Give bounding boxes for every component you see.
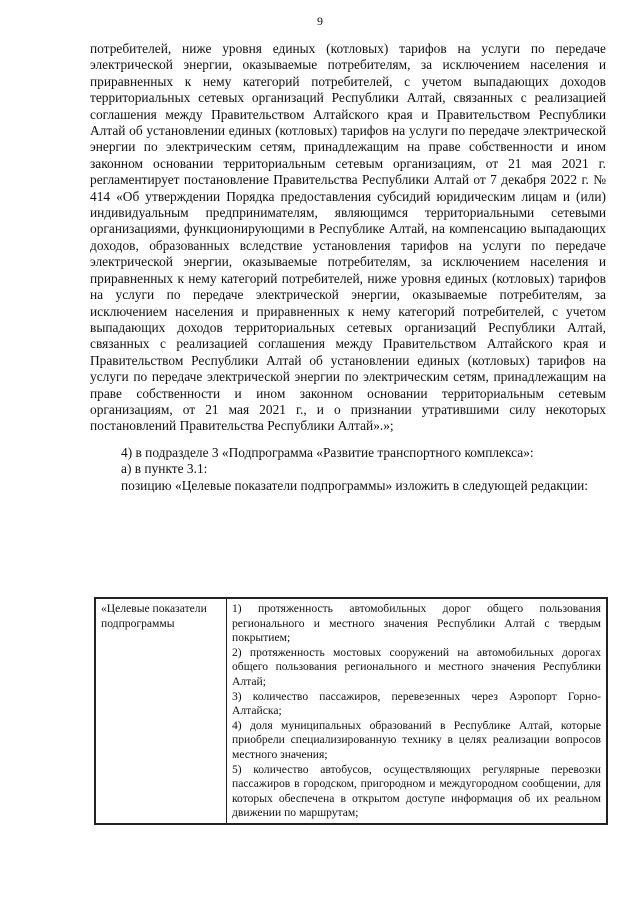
position-text: позицию «Целевые показатели подпрограммы» изложить в следующей редакции: (121, 477, 589, 493)
target-item-2: 2) протяженность мостовых сооружений на автомобильных дорогах общего пользования регионального и местного значения Республики Алтай; (232, 645, 601, 688)
item-4-text: 4) в подразделе 3 «Подпрограмма «Развитие транспортного комплекса»: (121, 444, 534, 460)
table-row (96, 599, 607, 824)
page-number: 9 (317, 14, 323, 28)
target-item-1: 1) протяженность автомобильных дорог общего пользования регионального и местного значения Республики Алтай с твердым покрытием; (232, 602, 601, 645)
table-right-cell (227, 599, 607, 824)
target-item-3: 3) количество пассажиров, перевезенных через Аэропорт Горно-Алтайска; (232, 689, 601, 718)
targets-table (95, 598, 607, 824)
table-left-cell (96, 599, 227, 824)
document-body (90, 41, 606, 494)
item-a-text: а) в пункте 3.1: (121, 461, 208, 477)
target-item-4: 4) доля муниципальных образований в Республике Алтай, которые приобрели специализированную технику в целях реализации вопросов местного значения; (232, 718, 601, 761)
target-item-5: 5) количество автобусов, осуществляющих регулярные перевозки пассажиров в городском, пригородном и междугородном сообщении, для которых обеспечена в открытом доступе информация об их реальном движении по маршрутам; (232, 762, 601, 820)
main-paragraph: потребителей, ниже уровня единых (котловых) тарифов на услуги по передаче электрической энергии, оказываемые потребителям, за исключением населения и приравненных к нему категорий потребителей, с учетом выпадающих доходов территориальных сетевых организаций Республики Алтай, связанных с реализацией соглашения между Правительством Алтайского края и Правительством Республики Алтай об установлении единых (котловых) тарифов на услуги по передаче электрической энергии по электрическим сетям, принадлежащим на праве собственности и ином законном основании территориальным сетевым организациям, от 21 мая 2021 г. регламентирует постановление Правительства Республики Алтай от 7 декабря 2022 г. № 414 «Об утверждении Порядка предоставления субсидий юридическим лицам и (или) индивидуальным предпринимателям, являющимся территориальными сетевыми организациями, функционирующими в Республике Алтай, на компенсацию выпадающих доходов, образованных вследствие установления тарифов на услуги по передаче электрической энергии, оказываемые потребителям, за исключением населения и приравненных к нему категорий потребителей, ниже уровня единых (котловых) тарифов на услуги по передаче электрической энергии, оказываемые потребителям, за исключением населения и приравненных к нему категорий потребителей, с учетом выпадающих доходов территориальных сетевых организаций Республики Алтай, связанных с реализацией соглашения между Правительством Алтайского края и Правительством Республики Алтай об установлении единых (котловых) тарифов на услуги по передаче электрической энергии по электрическим сетям, принадлежащим на праве собственности и ином законном основании территориальным сетевым организациям, от 21 мая 2021 г., и о признании утратившими силу некоторых постановлений Правительства Республики Алтай».»; (90, 41, 606, 434)
targets-table-wrap (94, 597, 608, 825)
targets-label: «Целевые показатели подпрограммы (101, 602, 207, 630)
